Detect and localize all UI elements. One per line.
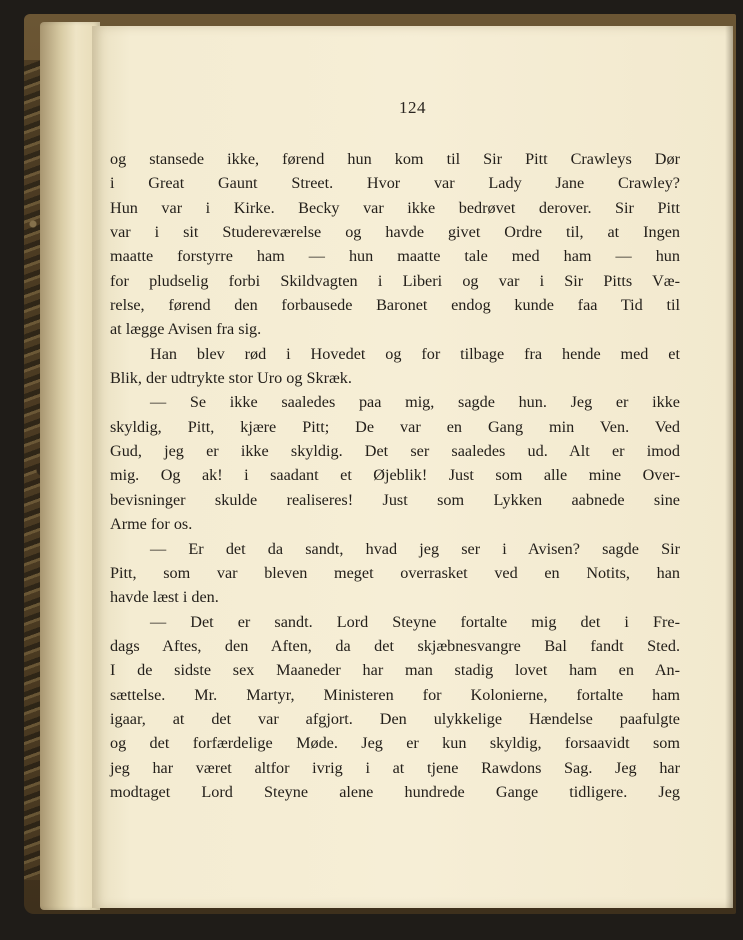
text-line: igaar, at det var afgjort. Den ulykkelige Hændelse paafulgte (110, 709, 680, 728)
text-line: i Great Gaunt Street. Hvor var Lady Jane Crawley? (110, 174, 680, 193)
text-line: og det forfærdelige Møde. Jeg er kun skyldig, forsaavidt som (110, 734, 680, 753)
text-line: skyldig, Pitt, kjære Pitt; De var en Gang min Ven. Ved (110, 417, 680, 436)
text-line: Arme for os. (110, 515, 193, 534)
text-line: Gud, jeg er ikke skyldig. Det ser saaledes ud. Alt er imod (110, 442, 680, 461)
text-line: at lægge Avisen fra sig. (110, 320, 262, 339)
text-line: sættelse. Mr. Martyr, Ministeren for Kolonierne, fortalte ham (110, 685, 680, 704)
text-line: I de sidste sex Maaneder har man stadig lovet ham en An- (110, 661, 680, 680)
text-line: Blik, der udtrykte stor Uro og Skræk. (110, 369, 352, 388)
text-line: mig. Og ak! i saadant et Øjeblik! Just som alle mine Over- (110, 466, 680, 485)
text-line: bevisninger skulde realiseres! Just som Lykken aabnede sine (110, 490, 680, 509)
page-stack-edge (40, 22, 100, 910)
body-text (110, 147, 680, 804)
text-line: — Se ikke saaledes paa mig, sagde hun. Jeg er ikke (150, 393, 680, 412)
text-line: dags Aftes, den Aften, da det skjæbnesvangre Bal fandt Sted. (110, 636, 680, 655)
text-line: maatte forstyrre ham — hun maatte tale med ham — hun (110, 247, 680, 266)
text-line: havde læst i den. (110, 588, 219, 607)
text-line: modtaget Lord Steyne alene hundrede Gange tidligere. Jeg (110, 782, 680, 801)
text-line: relse, førend den forbausede Baronet endog kunde faa Tid til (110, 296, 680, 315)
text-line: jeg har været altfor ivrig i at tjene Rawdons Sag. Jeg har (110, 758, 680, 777)
text-line: — Er det da sandt, hvad jeg ser i Avisen? sagde Sir (150, 539, 680, 558)
text-line: Han blev rød i Hovedet og for tilbage fra hende med et (150, 344, 680, 363)
page-edge-shadow (725, 26, 733, 908)
page-number: 124 (399, 98, 426, 117)
text-line: Hun var i Kirke. Becky var ikke bedrøvet derover. Sir Pitt (110, 198, 680, 217)
text-line: og stansede ikke, førend hun kom til Sir Pitt Crawleys Dør (110, 150, 680, 168)
text-line: Pitt, som var bleven meget overrasket ved en Notits, han (110, 563, 680, 582)
text-line: — Det er sandt. Lord Steyne fortalte mig det i Fre- (150, 612, 680, 631)
text-line: var i sit Studereværelse og havde givet Ordre til, at Ingen (110, 223, 680, 242)
text-line: for pludselig forbi Skildvagten i Liberi og var i Sir Pitts Væ- (110, 271, 680, 290)
